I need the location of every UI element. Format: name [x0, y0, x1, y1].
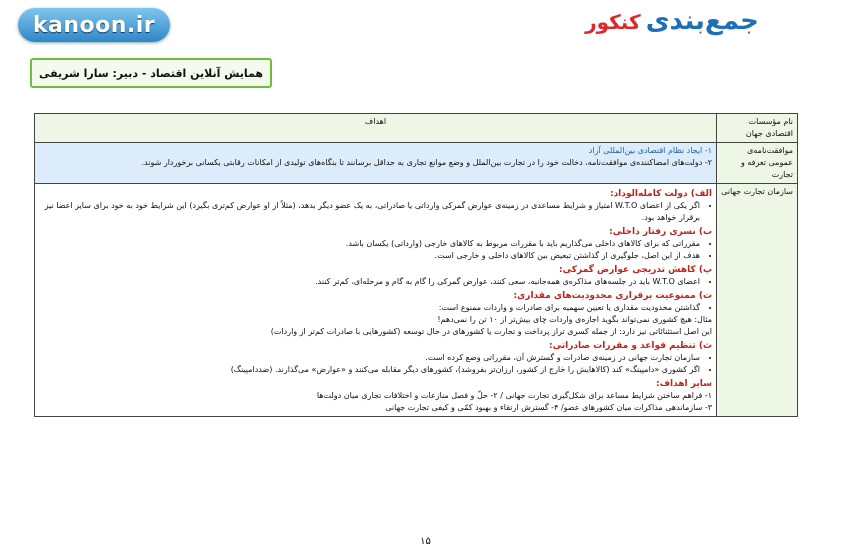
section-heading-other: سایر اهداف:	[655, 379, 712, 389]
economic-institutions-table	[34, 113, 798, 417]
section-t-exception: این اصل استثنائاتی نیز دارد: از جمله کسری تراز پرداخت و تجارت یا کشورهای در حال توسعه (کشورهایی با صادرات کم‌تر از واردات)	[270, 327, 712, 336]
table-row-gatt	[35, 143, 798, 184]
section-heading-t: ت) ممنوعیت برقراری محدودیت‌های مقداری:	[513, 291, 712, 301]
section-s-list	[39, 352, 712, 376]
list-item: • هدف از این اصل، جلوگیری از گذاشتن تبعیض بین کالاهای داخلی و خارجی است.	[39, 250, 700, 262]
header-label-cell: نام مؤسسات اقتصادی جهان	[717, 114, 798, 143]
gatt-goal-1: ۱- ایجاد نظام اقتصادی بین‌المللی آزاد	[588, 146, 712, 155]
section-heading-s: ث) تنظیم قواعد و مقررات صادراتی:	[549, 341, 712, 351]
gatt-goals-cell	[35, 143, 717, 184]
list-item: • اگر کشوری «دامپینگ» کند (کالاهایش را خارج از کشور، ارزان‌تر بفروشد)، کشورهای دیگر مقابله می‌کنند و «عوارض» می‌گذارند. (ضددامپینگ)	[39, 364, 700, 376]
other-goals-line-2: ۳- سازماندهی مذاکرات میان کشورهای عضو/ ۴- گسترش ارتقاء و بهبود کمّی و کیفی تجارت جهانی	[385, 403, 712, 412]
kanoon-logo	[18, 8, 170, 42]
wto-goals-cell	[35, 184, 717, 417]
section-t-example: مثال: هیچ کشوری نمی‌تواند بگوید اجازه‌ی واردات چای بیش‌تر از ۱۰ تن را نمی‌دهم!	[437, 315, 712, 324]
wto-label-cell: سازمان تجارت جهانی	[717, 184, 798, 417]
kanoon-logo-text: kanoon.ir	[32, 12, 156, 38]
gatt-goal-2: ۲- دولت‌های امضاکننده‌ی موافقت‌نامه، دخالت خود را در تجارت بین‌الملل و وضع موانع تجاری به حداقل برسانند تا بنگاه‌های تولیدی از امکانات رقابتی یکسانی برخوردار شوند.	[141, 158, 712, 167]
course-banner: همایش آنلاین اقتصاد - دبیر: سارا شریفی	[30, 58, 272, 88]
header-goals-cell: اهداف	[35, 114, 717, 143]
section-heading-b: ب) نسری رفتار داخلی:	[609, 227, 712, 237]
list-item: • مقرراتی که برای کالاهای داخلی می‌گذاریم باید با مقررات مربوط به کالاهای خارجی (وارداتی) یکسان باشد.	[39, 238, 700, 250]
jambandi-konkur-logo	[577, 6, 767, 46]
section-t-list	[39, 302, 712, 314]
page-number: ۱۵	[420, 536, 431, 547]
table-row-wto	[35, 184, 798, 417]
list-item: • گذاشتن محدودیت مقداری یا تعیین سهمیه برای صادرات و واردات ممنوع است:	[39, 302, 700, 314]
list-item: • اگر یکی از اعضای W.T.O امتیاز و شرایط مساعدی در زمینه‌ی عوارض گمرکی وارداتی یا صادراتی، به یک عضو دیگر بدهد، (مثلاً از او عوارض کم‌تری بگیرد) این شرایط خود به خود برای سایر اعضا نیز برقرار خواهد بود.	[39, 200, 700, 224]
logo-word-jambandi: جمع‌بندی	[645, 6, 759, 36]
other-goals-line-1: ۱- فراهم ساختن شرایط مساعد برای شکل‌گیری تجارت جهانی / ۲- حلّ و فصل منازعات و اختلافات تجاری میان دولت‌ها	[316, 391, 712, 400]
list-item: • اعضای W.T.O باید در جلسه‌های مذاکره‌ی همه‌جانبه، سعی کنند، عوارض گمرکی را گام به گام و مرحله‌ای، کم‌تر کنند.	[39, 276, 700, 288]
section-heading-a: الف) دولت کامله‌الوداد:	[609, 189, 712, 199]
gatt-label-cell: موافقت‌نامه‌ی عمومی تعرفه و تجارت	[717, 143, 798, 184]
list-item: • سازمان تجارت جهانی در زمینه‌ی صادرات و گسترش آن، مقرراتی وضع کرده است.	[39, 352, 700, 364]
logo-word-konkur: کنکور	[585, 10, 641, 34]
section-p-list	[39, 276, 712, 288]
section-a-list	[39, 200, 712, 224]
section-b-list	[39, 238, 712, 262]
section-heading-p: پ) کاهش تدریجی عوارض گمرکی:	[559, 265, 712, 275]
table-header-row	[35, 114, 798, 143]
